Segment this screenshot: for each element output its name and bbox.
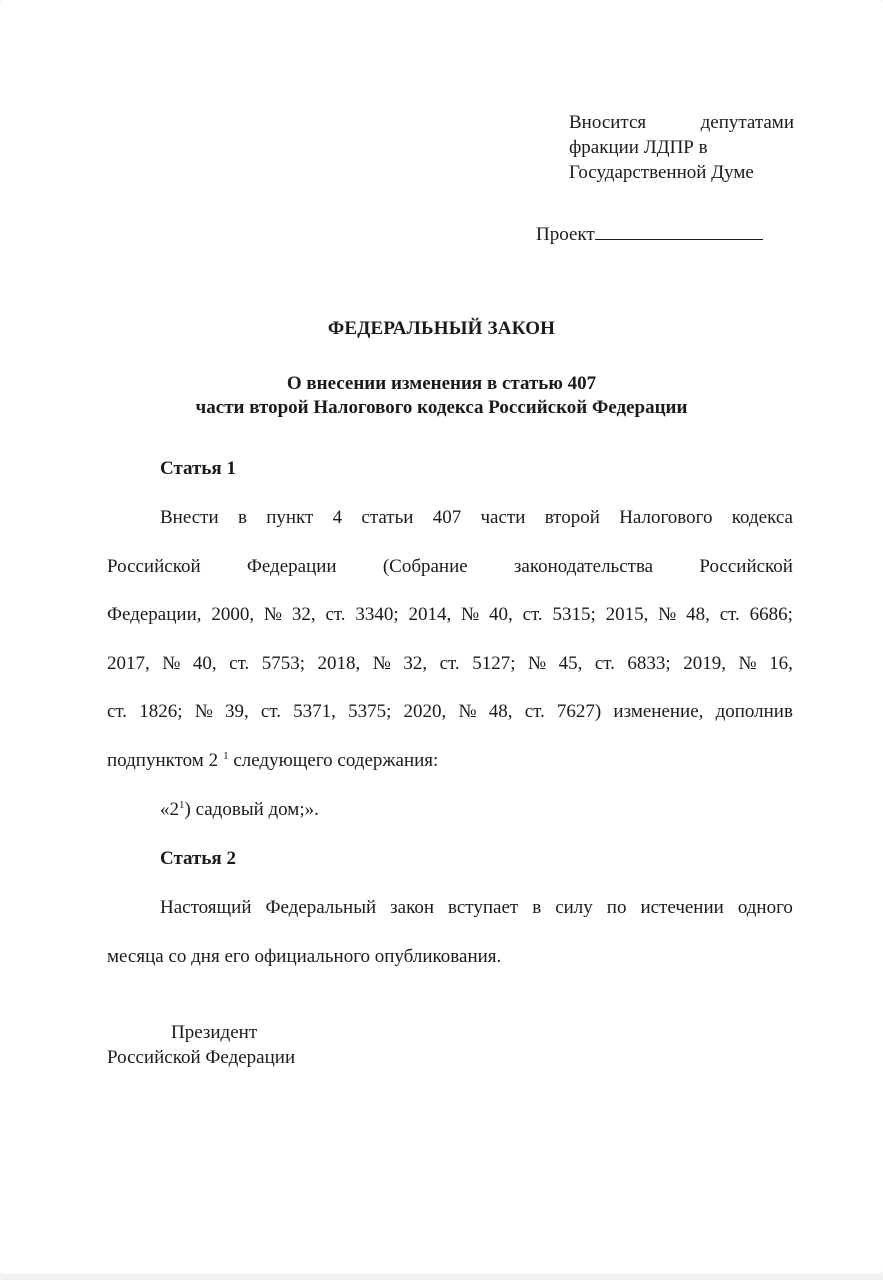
word: № <box>527 652 547 674</box>
word: ст. <box>522 604 543 625</box>
word: ст. <box>524 701 545 722</box>
word: Федеральный <box>265 897 377 918</box>
word: 32, <box>291 604 316 625</box>
word: 4 <box>332 507 343 528</box>
word: 40, <box>488 604 513 625</box>
line-text <box>107 737 443 786</box>
word: пункт <box>266 507 314 528</box>
text-fragment: «2 <box>160 799 179 820</box>
project-label-text: Проект <box>536 224 595 245</box>
word: по <box>606 897 627 918</box>
word: в <box>532 897 542 918</box>
word: 5375; <box>348 701 392 722</box>
article-1-quote <box>160 786 846 835</box>
article-1-line-1 <box>107 494 793 543</box>
word: 5315; <box>552 604 596 625</box>
article-1-line-5 <box>107 688 793 737</box>
signature-role: Президент <box>171 1022 258 1043</box>
document-type-heading: ФЕДЕРАЛЬНЫЙ ЗАКОН <box>327 318 556 339</box>
text-fragment: ) садовый дом;». <box>184 799 319 820</box>
line-text: месяца со дня его официального опубликования. <box>107 945 502 967</box>
word: ст. <box>439 652 460 674</box>
word: в <box>237 507 247 528</box>
word: закон <box>390 897 435 918</box>
word: 6833; <box>627 652 671 674</box>
word: ст. <box>107 701 128 722</box>
word: 2000, <box>211 604 255 625</box>
article-1-line-3 <box>107 591 793 640</box>
word: ст. <box>325 604 346 625</box>
submitter-line-3: Государственной Думе <box>569 162 754 183</box>
superscript: 1 <box>179 799 185 811</box>
word: 32, <box>403 652 428 674</box>
word: № <box>162 652 181 674</box>
word: 45, <box>558 652 583 674</box>
word: дополнив <box>715 701 793 722</box>
word: Федерации <box>246 555 337 577</box>
word: 407 <box>432 507 462 528</box>
word: изменение, <box>613 701 704 722</box>
word: Налогового <box>619 507 713 528</box>
word: второй <box>544 507 600 528</box>
word: ст. <box>260 701 281 722</box>
text-fragment: следующего содержания: <box>228 749 439 771</box>
word: 2019, <box>683 652 726 674</box>
word: вступает <box>448 897 519 918</box>
title-line-1: О внесении изменения в статью 407 <box>286 373 597 394</box>
document-title <box>0 372 883 420</box>
word: ст. <box>594 652 615 674</box>
word: статьи <box>361 507 414 528</box>
word: 2014, <box>408 604 452 625</box>
article-1-body <box>107 494 793 785</box>
article-1-line-6 <box>107 737 793 786</box>
project-number-blank <box>595 221 763 240</box>
word: 7627) <box>556 701 602 722</box>
word: законодательства <box>513 555 654 577</box>
word: Настоящий <box>160 897 252 918</box>
word: 2018, <box>317 652 361 674</box>
word: 39, <box>225 701 249 722</box>
word: (Собрание <box>382 555 468 577</box>
word: 5371, <box>293 701 336 722</box>
word: 40, <box>192 652 217 674</box>
word: 5753; <box>261 652 305 674</box>
signature-entity: Российской Федерации <box>107 1047 296 1068</box>
submitter-note <box>569 110 794 185</box>
word: № <box>458 701 477 722</box>
word: Федерации, <box>107 604 202 625</box>
word: истечении <box>640 897 724 918</box>
word: 48, <box>488 701 513 722</box>
superscript: 1 <box>223 749 229 762</box>
word: 16, <box>769 652 793 674</box>
word: 2017, <box>107 652 150 674</box>
word: Внести <box>160 507 219 528</box>
article-1-line-2 <box>107 543 793 592</box>
word: силу <box>555 897 593 918</box>
submitter-line-2: фракции ЛДПР в <box>569 137 708 158</box>
submitter-word: Вносится <box>569 112 647 133</box>
word: 2020, <box>403 701 447 722</box>
article-1-line-4 <box>107 640 793 689</box>
article-2-line-2 <box>107 933 793 982</box>
article-2-heading: Статья 2 <box>160 848 236 869</box>
word: № <box>461 604 480 625</box>
word: 1826; <box>139 701 183 722</box>
article-1-heading: Статья 1 <box>160 458 236 479</box>
word: Российской <box>699 555 793 577</box>
article-2-line-1 <box>107 884 793 933</box>
submitter-word: депутатами <box>700 112 794 133</box>
word: ст. <box>719 604 740 625</box>
title-line-2: части второй Налогового кодекса Российской Федерации <box>195 397 688 418</box>
word: 6686; <box>749 604 793 625</box>
word: № <box>194 701 213 722</box>
word: 5127; <box>472 652 516 674</box>
word: № <box>263 604 283 625</box>
article-2-body <box>107 884 793 981</box>
text-fragment: подпунктом 2 <box>107 749 219 771</box>
word: одного <box>737 897 793 918</box>
project-label <box>536 221 763 247</box>
signature-block <box>107 1020 295 1070</box>
submitter-line-1 <box>569 110 794 135</box>
word: № <box>372 652 391 674</box>
word: 48, <box>686 604 710 625</box>
word: части <box>480 507 526 528</box>
word: ст. <box>229 652 250 674</box>
word: 2015, <box>605 604 649 625</box>
word: кодекса <box>731 507 793 528</box>
word: № <box>738 652 757 674</box>
word: 3340; <box>355 604 399 625</box>
word: № <box>658 604 677 625</box>
word: Российской <box>107 555 201 577</box>
